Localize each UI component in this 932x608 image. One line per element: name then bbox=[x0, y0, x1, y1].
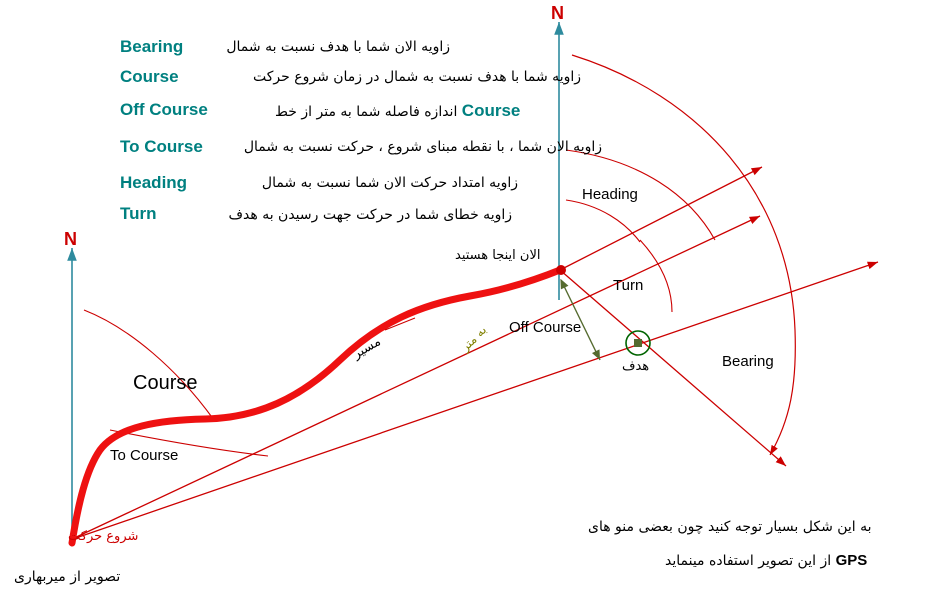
legend-desc-to-course: زاویه الان شما ، با نقطه مبنای شروع ، حرکت نسبت به شمال bbox=[243, 139, 602, 155]
label-heading: Heading bbox=[582, 186, 638, 203]
north-label-left: N bbox=[64, 229, 77, 249]
legend-desc-course: زاویه شما با هدف نسبت به شمال در زمان شروع حرکت bbox=[253, 69, 581, 85]
target-marker bbox=[626, 331, 650, 355]
legend-desc-turn: زاویه خطای شما در حرکت جهت رسیدن به هدف bbox=[228, 207, 512, 223]
heading-arc bbox=[566, 200, 640, 242]
off-course-text: اندازه فاصله شما به متر از خط bbox=[275, 104, 458, 120]
course-line bbox=[70, 262, 878, 540]
note-gps-term: GPS bbox=[835, 552, 868, 569]
legend-term-heading: Heading bbox=[120, 173, 188, 192]
note-line-1: به این شکل بسیار توجه کنید چون بعضی منو های bbox=[588, 519, 872, 535]
turn-arc bbox=[640, 240, 672, 312]
label-course: Course bbox=[133, 372, 198, 394]
credit-note: تصویر از میربهاری bbox=[14, 569, 121, 585]
note-line-2 bbox=[665, 553, 867, 570]
north-label-top: N bbox=[551, 3, 564, 23]
legend-term-bearing: Bearing bbox=[120, 37, 184, 56]
current-position-marker bbox=[556, 265, 566, 275]
legend-desc-off-course bbox=[275, 102, 520, 121]
legend-term-turn: Turn bbox=[120, 204, 157, 223]
travel-track bbox=[72, 270, 560, 543]
legend-term-course: Course bbox=[120, 67, 179, 86]
legend-term-off-course: Off Course bbox=[120, 100, 208, 119]
legend-term-to-course: To Course bbox=[120, 137, 203, 156]
label-to-course: To Course bbox=[110, 447, 179, 464]
label-meters: به متر bbox=[457, 322, 490, 355]
off-course-emph: Course bbox=[461, 101, 521, 120]
label-bearing: Bearing bbox=[722, 353, 774, 370]
label-start-movement: شروع حرکت bbox=[68, 529, 139, 544]
legend-desc-heading: زاویه امتداد حرکت الان شما نسبت به شمال bbox=[261, 175, 518, 191]
legend-desc-bearing: زاویه الان شما با هدف نسبت به شمال bbox=[226, 39, 450, 55]
heading-line bbox=[560, 167, 762, 270]
label-route: مسیر bbox=[350, 334, 384, 363]
label-off-course: Off Course bbox=[509, 319, 582, 336]
note-gps-text: از این تصویر استفاده مینماید bbox=[665, 553, 832, 569]
label-turn: Turn bbox=[613, 277, 644, 294]
label-target: هدف bbox=[622, 359, 650, 374]
bearing-arc bbox=[572, 55, 795, 455]
label-you-are-here: الان اینجا هستید bbox=[455, 248, 541, 263]
